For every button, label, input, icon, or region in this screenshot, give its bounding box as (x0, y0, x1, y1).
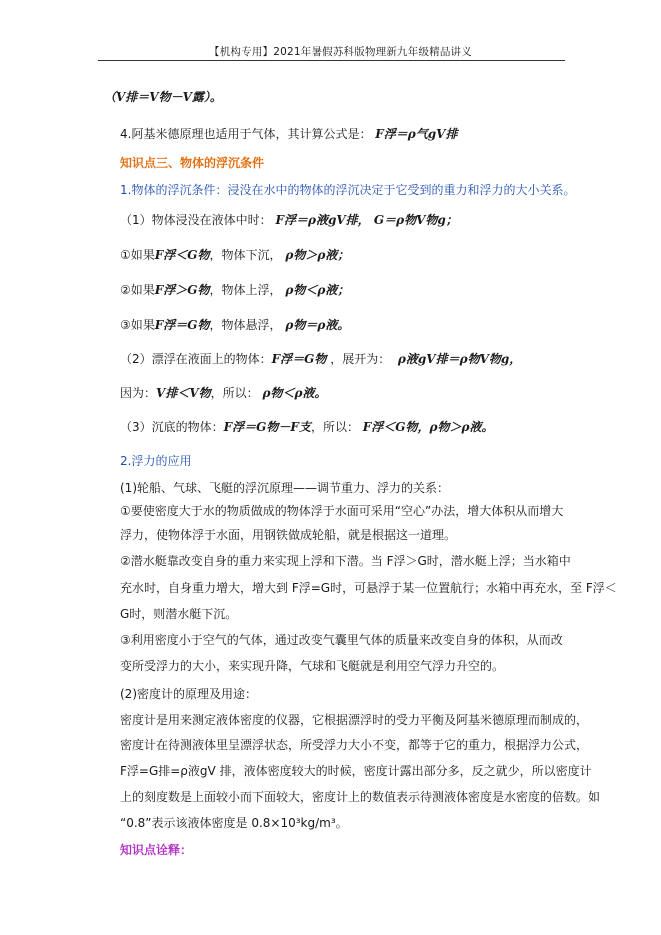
floating-because-line (120, 385, 326, 401)
therefore-formula: ρ物＜ρ液。 (262, 386, 327, 400)
sink-condition-line (120, 247, 349, 263)
bottom-object-formula: F浮＝G物－F支 (223, 420, 311, 434)
hydrometer-line-1: 密度计是用来测定液体密度的仪器，它根据漂浮时的受力平衡及阿基米德原理而制成的， (120, 713, 589, 727)
sink-if: ①如果 (120, 248, 155, 262)
floating-object-line (120, 351, 521, 367)
hydrometer-line-3: F浮=G排=ρ液gV 排，液体密度较大的时候，密度计露出部分多，反之就少，所以密度计 (120, 764, 592, 778)
hydrometer-line-4: 上的刻度数是上面较小而下面较大，密度计上的数值表示待测液体密度是水密度的倍数。如 (120, 790, 601, 804)
application-line-1: ①要使密度大于水的物质做成的物体浮于水面可采用“空心”办法，增大体积从而增大 (120, 504, 564, 518)
float-sink-condition-intro: 1.物体的浮沉条件：浸没在水中的物体的浮沉决定于它受到的重力和浮力的大小关系。 (120, 183, 576, 197)
hydrometer-heading: (2)密度计的原理及用途： (120, 687, 257, 701)
immersed-object-line (120, 212, 458, 228)
rise-result: ，物体上浮， (209, 283, 282, 297)
therefore-text: ，所以： (210, 386, 259, 400)
suspend-if: ③如果 (120, 318, 155, 332)
floating-expand-text: ，展开为： (330, 352, 391, 366)
suspend-condition-line (120, 317, 349, 333)
section-title-float-sink: 知识点三、物体的浮沉条件 (120, 156, 265, 170)
application-line-2: 浮力，使物体浮于水面，用钢铁做成轮船，就是根据这一道理。 (120, 528, 457, 542)
page-header: 【机构专用】2021年暑假苏科版物理新九年级精品讲义 (209, 46, 472, 58)
gas-buoyancy-line (120, 126, 457, 142)
bottom-therefore-text: ，所以： (310, 420, 359, 434)
application-line-7: 变所受浮力的大小，来实现升降，气球和飞艇就是利用空气浮力升空的。 (120, 659, 505, 673)
sink-density: ρ物＞ρ液； (285, 248, 350, 262)
hydrometer-line-2: 密度计在待测液体里呈漂浮状态，所受浮力大小不变，都等于它的重力，根据浮力公式， (120, 738, 589, 752)
rise-if: ②如果 (120, 283, 155, 297)
application-line-3: ②潜水艇靠改变自身的重力来实现上浮和下潜。当 F浮＞G时，潜水艇上浮；当水箱中 (120, 554, 571, 568)
suspend-condition: F浮＝G物 (154, 318, 210, 332)
suspend-density: ρ物＝ρ液。 (285, 318, 350, 332)
application-line-6: ③利用密度小于空气的气体，通过改变气囊里气体的质量来改变自身的体积，从而改 (120, 633, 563, 647)
floating-object-text: （2）漂浮在液面上的物体： (120, 352, 272, 366)
knowledge-explanation-title: 知识点诠释： (120, 843, 193, 857)
rise-density: ρ物＜ρ液； (285, 283, 350, 297)
sink-condition: F浮＜G物 (154, 248, 210, 262)
because-text: 因为： (120, 386, 157, 400)
gas-buoyancy-text: 4.阿基米德原理也适用于气体，其计算公式是： (120, 127, 372, 141)
header-rule (98, 60, 565, 61)
floating-object-formula: F浮＝G物 (271, 352, 327, 366)
hydrometer-line-5: “0.8”表示该液体密度是 0.8×10³kg/m³。 (120, 816, 348, 830)
bottom-result-formula: F浮＜G物，ρ物＞ρ液。 (362, 420, 494, 434)
ship-balloon-principle: (1)轮船、气球、飞艇的浮沉原理——调节重力、浮力的关系： (120, 481, 450, 495)
floating-expanded-formula: ρ液gV排＝ρ物V物g， (397, 352, 522, 366)
immersed-object-text: （1）物体浸没在液体中时： (120, 213, 272, 227)
sink-result: ，物体下沉， (209, 248, 282, 262)
immersed-object-formula: F浮＝ρ液gV排， G＝ρ物V物g； (275, 213, 458, 227)
suspend-result: ，物体悬浮， (209, 318, 282, 332)
application-line-4: 充水时，自身重力增大，增大到 F浮=G时，可悬浮于某一位置航行；水箱中再充水，至 F浮＜ (120, 581, 617, 595)
bottom-object-line (120, 419, 494, 435)
bottom-object-text: （3）沉底的物体： (120, 420, 224, 434)
displaced-volume-formula: （V排＝V物－V露）。 (104, 90, 222, 104)
rise-condition: F浮＞G物 (154, 283, 210, 297)
gas-buoyancy-formula: F浮＝ρ气gV排 (375, 127, 458, 141)
rise-condition-line (120, 282, 349, 298)
application-line-5: G时，则潜水艇下沉。 (120, 607, 238, 621)
because-formula: V排＜V物 (156, 386, 211, 400)
buoyancy-applications-heading: 2.浮力的应用 (120, 454, 192, 468)
